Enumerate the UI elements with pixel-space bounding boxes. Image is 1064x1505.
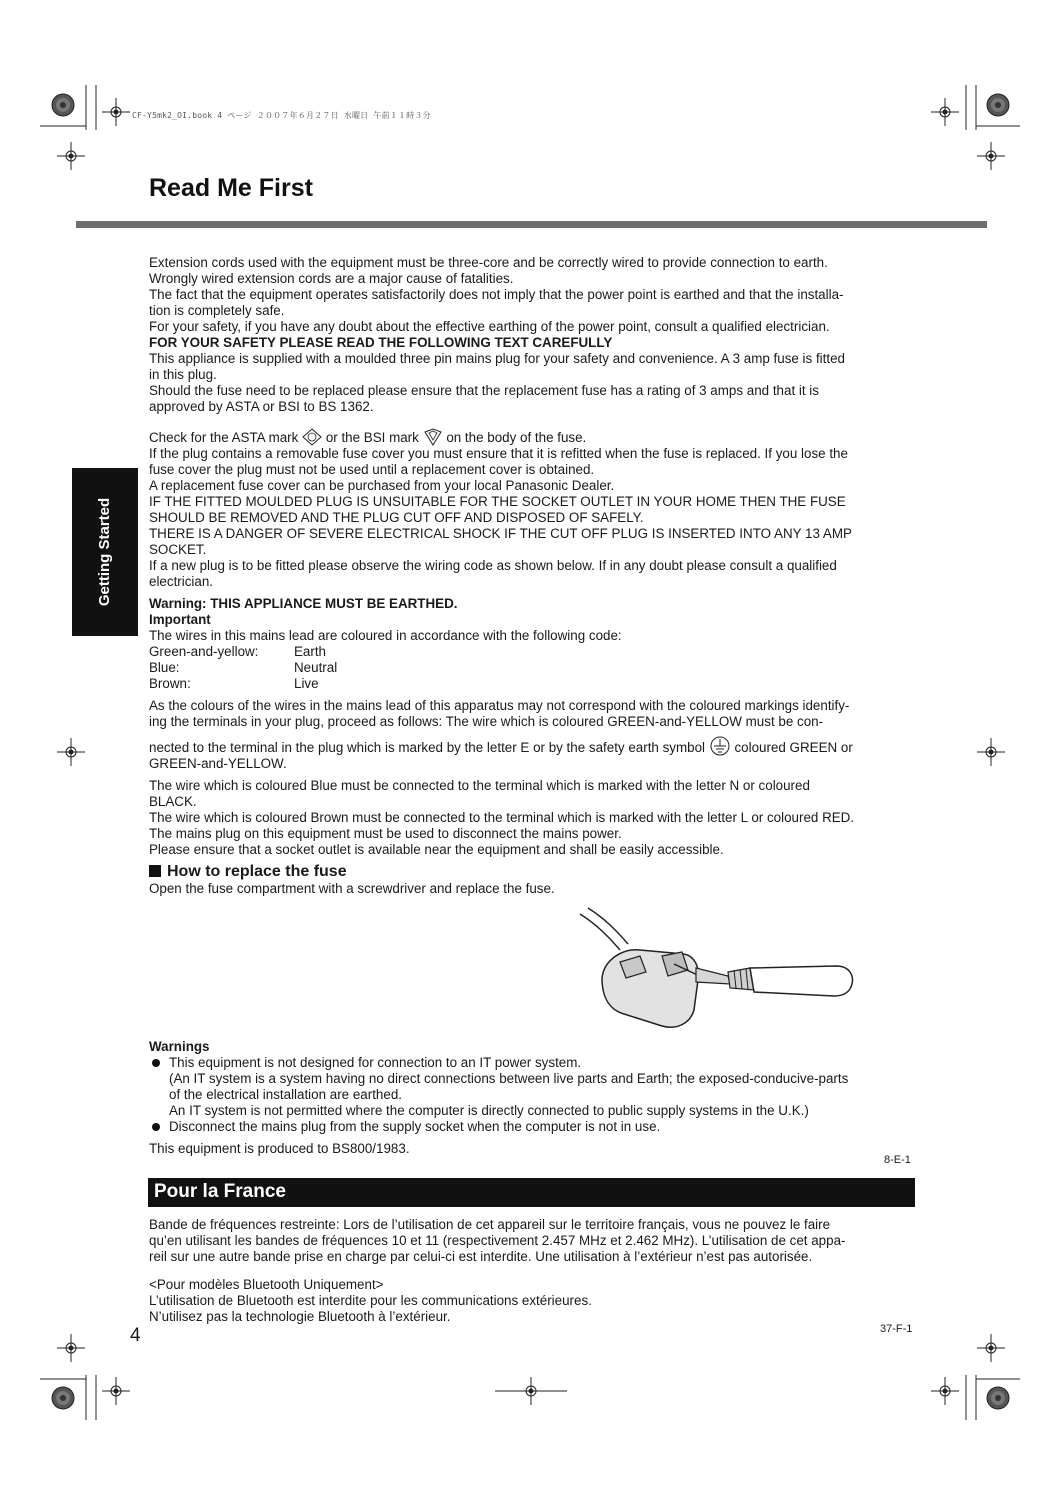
paragraph: If the plug contains a removable fuse cover you must ensure that it is refitted when the fuse is replaced. If you lose the (149, 446, 848, 461)
reference-code: 8-E-1 (884, 1154, 911, 1166)
section-side-tab (72, 468, 138, 636)
wire-function: Live (294, 676, 319, 691)
paragraph: Extension cords used with the equipment must be three-core and be correctly wired to provide connection to earth. (149, 255, 828, 270)
paragraph: tion is completely safe. (149, 303, 285, 318)
wire-color: Blue: (149, 660, 180, 675)
paragraph: The wire which is coloured Brown must be connected to the terminal which is marked with the letter L or coloured RED. (149, 810, 855, 825)
bsi-kitemark-icon (423, 428, 443, 446)
paragraph: <Pour modèles Bluetooth Uniquement> (149, 1277, 384, 1292)
plug-screwdriver-illustration (578, 906, 858, 1032)
paragraph: The fact that the equipment operates satisfactorily does not imply that the power point is earthed and that the installa- (149, 287, 844, 302)
wire-function: Neutral (294, 660, 338, 675)
bullet-icon (149, 1055, 169, 1071)
asta-mark-icon (302, 428, 322, 446)
production-standard: This equipment is produced to BS800/1983. (149, 1141, 410, 1156)
paragraph: SOCKET. (149, 542, 207, 557)
safety-heading: FOR YOUR SAFETY PLEASE READ THE FOLLOWING TEXT CAREFULLY (149, 335, 613, 350)
bullet-icon (149, 1119, 169, 1135)
paragraph: Wrongly wired extension cords are a major cause of fatalities. (149, 271, 514, 286)
page-number: 4 (130, 1325, 141, 1346)
warning-item: This equipment is not designed for connection to an IT power system. (149, 1055, 915, 1071)
france-content (149, 1217, 915, 1325)
paragraph: For your safety, if you have any doubt about the effective earthing of the power point, consult a qualified electrician. (149, 319, 830, 334)
reference-code: 37-F-1 (880, 1323, 913, 1335)
important-label: Important (149, 612, 211, 627)
wire-row (149, 660, 915, 676)
paragraph: As the colours of the wires in the mains lead of this apparatus may not correspond with the coloured markings identify- (149, 698, 850, 713)
warning-note: of the electrical installation are earthed. (169, 1087, 402, 1102)
asta-bsi-paragraph: Check for the ASTA mark or the BSI mark on the body of the fuse. (149, 430, 587, 445)
paragraph: fuse cover the plug must not be used until a replacement cover is obtained. (149, 462, 595, 477)
wire-function: Earth (294, 644, 327, 659)
wire-code-table (149, 644, 915, 692)
fuse-section-text: Open the fuse compartment with a screwdriver and replace the fuse. (149, 881, 555, 896)
wire-color: Brown: (149, 676, 191, 691)
warning-note: (An IT system is a system having no direct connections between live parts and Earth; the exposed-conducive-parts (169, 1071, 849, 1086)
wire-color: Green-and-yellow: (149, 644, 259, 659)
paragraph: N’utilisez pas la technologie Bluetooth à l’extérieur. (149, 1309, 451, 1324)
france-section-title: Pour la France (154, 1181, 286, 1202)
paragraph: Should the fuse need to be replaced please ensure that the replacement fuse has a rating of 3 amps and that it is (149, 383, 819, 398)
paragraph: The mains plug on this equipment must be used to disconnect the mains power. (149, 826, 622, 841)
paragraph: L’utilisation de Bluetooth est interdite pour les communications extérieures. (149, 1293, 592, 1308)
print-file-info: CF-Y5mk2_OI.book 4 ページ ２００７年６月２７日 水曜日 午前１１時３分 (132, 111, 431, 120)
warnings-heading: Warnings (149, 1039, 210, 1054)
paragraph: reil sur une autre bande prise en charge par celui-ci est interdite. Une utilisation à l’extérieur n’est pas autorisée. (149, 1249, 813, 1264)
paragraph: in this plug. (149, 367, 217, 382)
fuse-section-heading: How to replace the fuse (149, 862, 915, 881)
warning-note: An IT system is not permitted where the computer is directly connected to public supply systems in the U.K.) (169, 1103, 809, 1118)
paragraph: qu’en utilisant les bandes de fréquences 10 et 11 (respectivement 2.457 MHz et 2.462 MHz). L’utilisation de cet appa- (149, 1233, 846, 1248)
paragraph: Bande de fréquences restreinte: Lors de l’utilisation de cet appareil sur le territoire français, vous ne pouvez le faire (149, 1217, 831, 1232)
square-bullet-icon (149, 865, 161, 877)
side-tab-label: Getting Started (96, 497, 113, 607)
paragraph: If a new plug is to be fitted please observe the wiring code as shown below. If in any doubt please consult a qualified (149, 558, 837, 573)
paragraph: Please ensure that a socket outlet is available near the equipment and shall be easily accessible. (149, 842, 724, 857)
wire-row (149, 644, 915, 660)
paragraph: This appliance is supplied with a moulded three pin mains plug for your safety and convenience. A 3 amp fuse is fitted (149, 351, 845, 366)
title-rule (76, 221, 987, 228)
wire-row (149, 676, 915, 692)
earth-symbol-paragraph: nected to the terminal in the plug which is marked by the letter E or by the safety earth symbol coloured GREEN or (149, 736, 915, 756)
paragraph: electrician. (149, 574, 214, 589)
paragraph: A replacement fuse cover can be purchased from your local Panasonic Dealer. (149, 478, 615, 493)
paragraph: ing the terminals in your plug, proceed as follows: The wire which is coloured GREEN-and-YELLOW must be con- (149, 714, 824, 729)
earth-symbol-icon (709, 736, 731, 756)
paragraph: The wire which is coloured Blue must be connected to the terminal which is marked with the letter N or coloured (149, 778, 810, 793)
paragraph: GREEN-and-YELLOW. (149, 756, 287, 771)
france-section-bar (148, 1178, 915, 1207)
warning-item: Disconnect the mains plug from the supply socket when the computer is not in use. (149, 1119, 915, 1135)
paragraph: SHOULD BE REMOVED AND THE PLUG CUT OFF AND DISPOSED OF SAFELY. (149, 510, 644, 525)
paragraph: The wires in this mains lead are coloured in accordance with the following code: (149, 628, 622, 643)
page-title: Read Me First (149, 174, 313, 202)
earthed-warning: Warning: THIS APPLIANCE MUST BE EARTHED. (149, 596, 458, 611)
paragraph: THERE IS A DANGER OF SEVERE ELECTRICAL SHOCK IF THE CUT OFF PLUG IS INSERTED INTO ANY 13 AMP (149, 526, 852, 541)
paragraph: approved by ASTA or BSI to BS 1362. (149, 399, 374, 414)
paragraph: BLACK. (149, 794, 197, 809)
paragraph: IF THE FITTED MOULDED PLUG IS UNSUITABLE FOR THE SOCKET OUTLET IN YOUR HOME THEN THE FUSE (149, 494, 846, 509)
